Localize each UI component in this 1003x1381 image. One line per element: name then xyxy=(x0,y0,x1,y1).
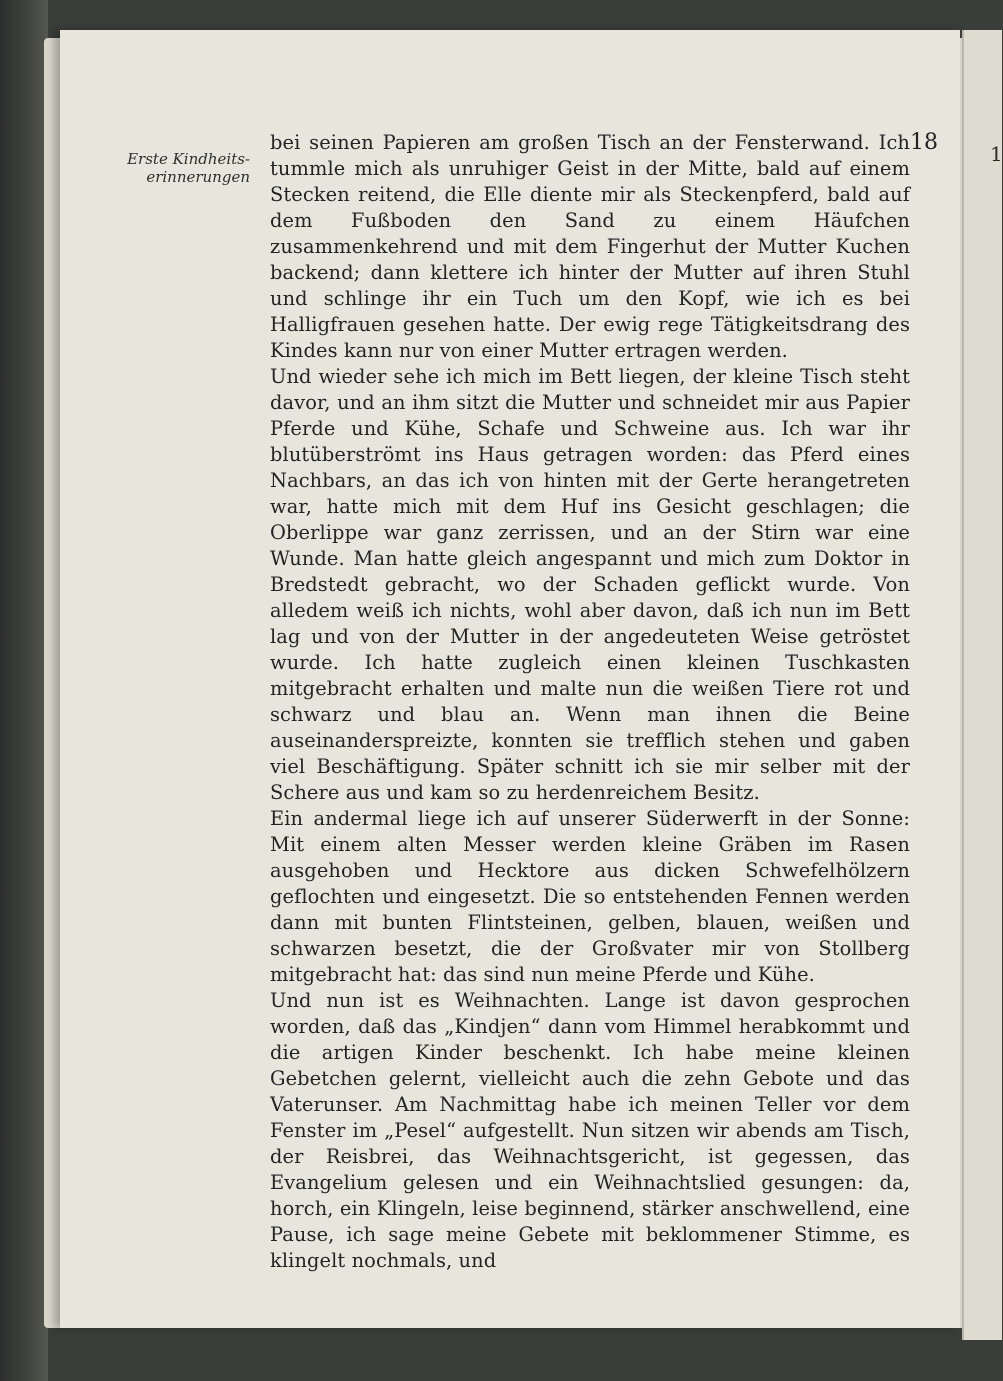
next-page-edge xyxy=(962,30,1002,1340)
paragraph: Und wieder sehe ich mich im Bett liegen, der kleine Tisch steht davor, und an ihm sitzt die Mutter und schneidet mir aus Papier Pferde und Kühe, Schafe und Schweine aus. Ich war ihr blutüberströmt ins Haus getragen worden: das Pferd eines Nachbars, an das ich von hinten mit der Gerte herangetreten war, hatte mich mit dem Huf ins Gesicht geschlagen; die Oberlippe war ganz zerrissen, und an der Stirn war eine Wunde. Man hatte gleich angespannt und mich zum Doktor in Bredstedt gebracht, wo der Schaden geflickt wurde. Von alledem weiß ich nichts, wohl aber davon, daß ich nun im Bett lag und von der Mutter in der angedeuteten Weise getröstet wurde. Ich hatte zugleich einen kleinen Tuschkasten mitgebracht erhalten und malte nun die weißen Tiere rot und schwarz und blau an. Wenn man ihnen die Beine auseinanderspreizte, konnten sie trefflich stehen und gaben viel Beschäftigung. Später schnitt ich sie mir selber mit der Schere aus und kam so zu herdenreichem Besitz. xyxy=(270,365,910,804)
body-text xyxy=(270,130,910,1274)
margin-note xyxy=(60,150,250,186)
book-binding xyxy=(0,0,48,1381)
paragraph: Und nun ist es Weihnachten. Lange ist davon gesprochen worden, daß das „Kindjen“ dann vom Himmel herabkommt und die artigen Kinder beschenkt. Ich habe meine kleinen Gebetchen gelernt, vielleicht auch die zehn Gebote und das Vaterunser. Am Nachmittag habe ich meinen Teller vor dem Fenster im „Pesel“ aufgestellt. Nun sitzen wir abends am Tisch, der Reisbrei, das Weihnachtsgericht, ist gegessen, das Evangelium gelesen und ein Weihnachtslied gesungen: da, horch, ein Klingeln, leise beginnend, stärker anschwellend, eine Pause, ich sage meine Gebete mit beklommener Stimme, es klingelt nochmals, und xyxy=(270,989,910,1272)
margin-note-line-1: Erste Kindheits- xyxy=(127,150,250,168)
next-page-number: 1 xyxy=(990,142,1003,166)
margin-note-line-2: erinnerungen xyxy=(146,168,250,186)
paragraph: Ein andermal liege ich auf unserer Süderwerft in der Sonne: Mit einem alten Messer werden kleine Gräben im Rasen ausgehoben und Hecktore aus dicken Schwefelhölzern geflochten und eingesetzt. Die so entstehenden Fennen werden dann mit bunten Flintsteinen, gelben, blauen, weißen und schwarzen besetzt, die der Großvater mir von Stollberg mitgebracht hat: das sind nun meine Pferde und Kühe. xyxy=(270,807,910,986)
page-number: 18 xyxy=(910,130,938,155)
paragraph: bei seinen Papieren am großen Tisch an der Fensterwand. Ich tummle mich als unruhiger Geist in der Mitte, bald auf einem Stecken reitend, die Elle diente mir als Steckenpferd, bald auf dem Fußboden den Sand zu einem Häufchen zusammenkehrend und mit dem Fingerhut der Mutter Kuchen backend; dann klettere ich hinter der Mutter auf ihren Stuhl und schlinge ihr ein Tuch um den Kopf, wie ich es bei Halligfrauen gesehen hatte. Der ewig rege Tätigkeitsdrang des Kindes kann nur von einer Mutter ertragen werden. xyxy=(270,131,910,362)
